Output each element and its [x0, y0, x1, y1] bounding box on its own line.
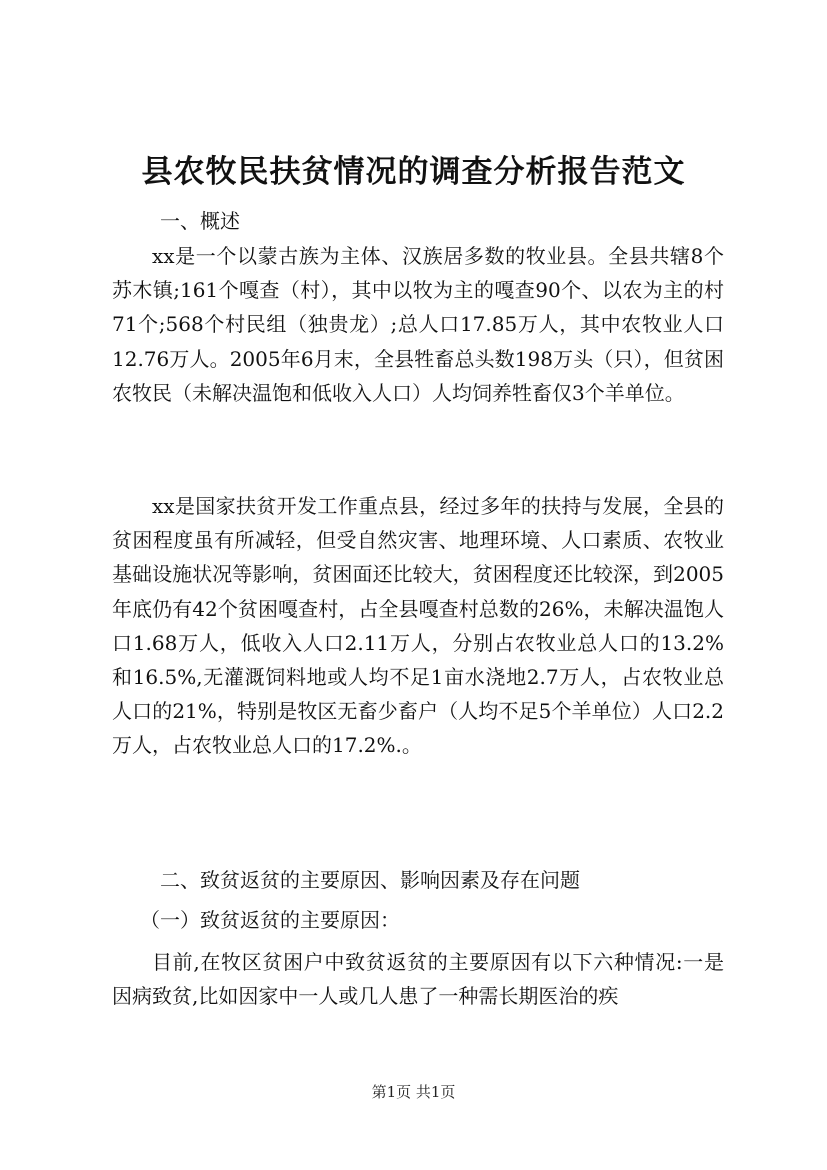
- section-heading-causes: 二、致贫返贫的主要原因、影响因素及存在问题: [160, 868, 580, 892]
- paragraph-overview-2: xx是国家扶贫开发工作重点县，经过多年的扶持与发展，全县的贫困程度虽有所减轻，但受自然灾害、地理环境、人口素质、农牧业基础设施状况等影响，贫困面还比较大，贫困程度还比较深，到2005年底仍有42个贫困嘎查村，占全县嘎查村总数的26%，未解决温饱人口1.68万人，低收入人口2.11万人，分别占农牧业总人口的13.2%和16.5%,无灌溉饲料地或人均不足1亩水浇地2.7万人，占农牧业总人口的21%，特别是牧区无畜少畜户（人均不足5个羊单位）人口2.2万人，占农牧业总人口的17.2%.。: [112, 494, 724, 758]
- subsection-heading-main-causes: （一）致贫返贫的主要原因：: [140, 908, 400, 932]
- paragraph-causes-1: 目前,在牧区贫困户中致贫返贫的主要原因有以下六种情况:一是因病致贫,比如因家中一人或几人患了一种需长期医治的疾: [112, 950, 724, 1009]
- page-footer: 第1页 共1页: [371, 1083, 456, 1101]
- section-heading-overview: 一、概述: [160, 209, 240, 233]
- document-title: 县农牧民扶贫情况的调查分析报告范文: [141, 154, 686, 190]
- paragraph-overview-1: xx是一个以蒙古族为主体、汉族居多数的牧业县。全县共辖8个苏木镇;161个嘎查（村），其中以牧为主的嘎查90个、以农为主的村71个;568个村民组（独贵龙）;总人口17.85万人，其中农牧业人口12.76万人。2005年6月末，全县牲畜总头数198万头（只），但贫困农牧民（未解决温饱和低收入人口）人均饲养牲畜仅3个羊单位。: [112, 244, 724, 405]
